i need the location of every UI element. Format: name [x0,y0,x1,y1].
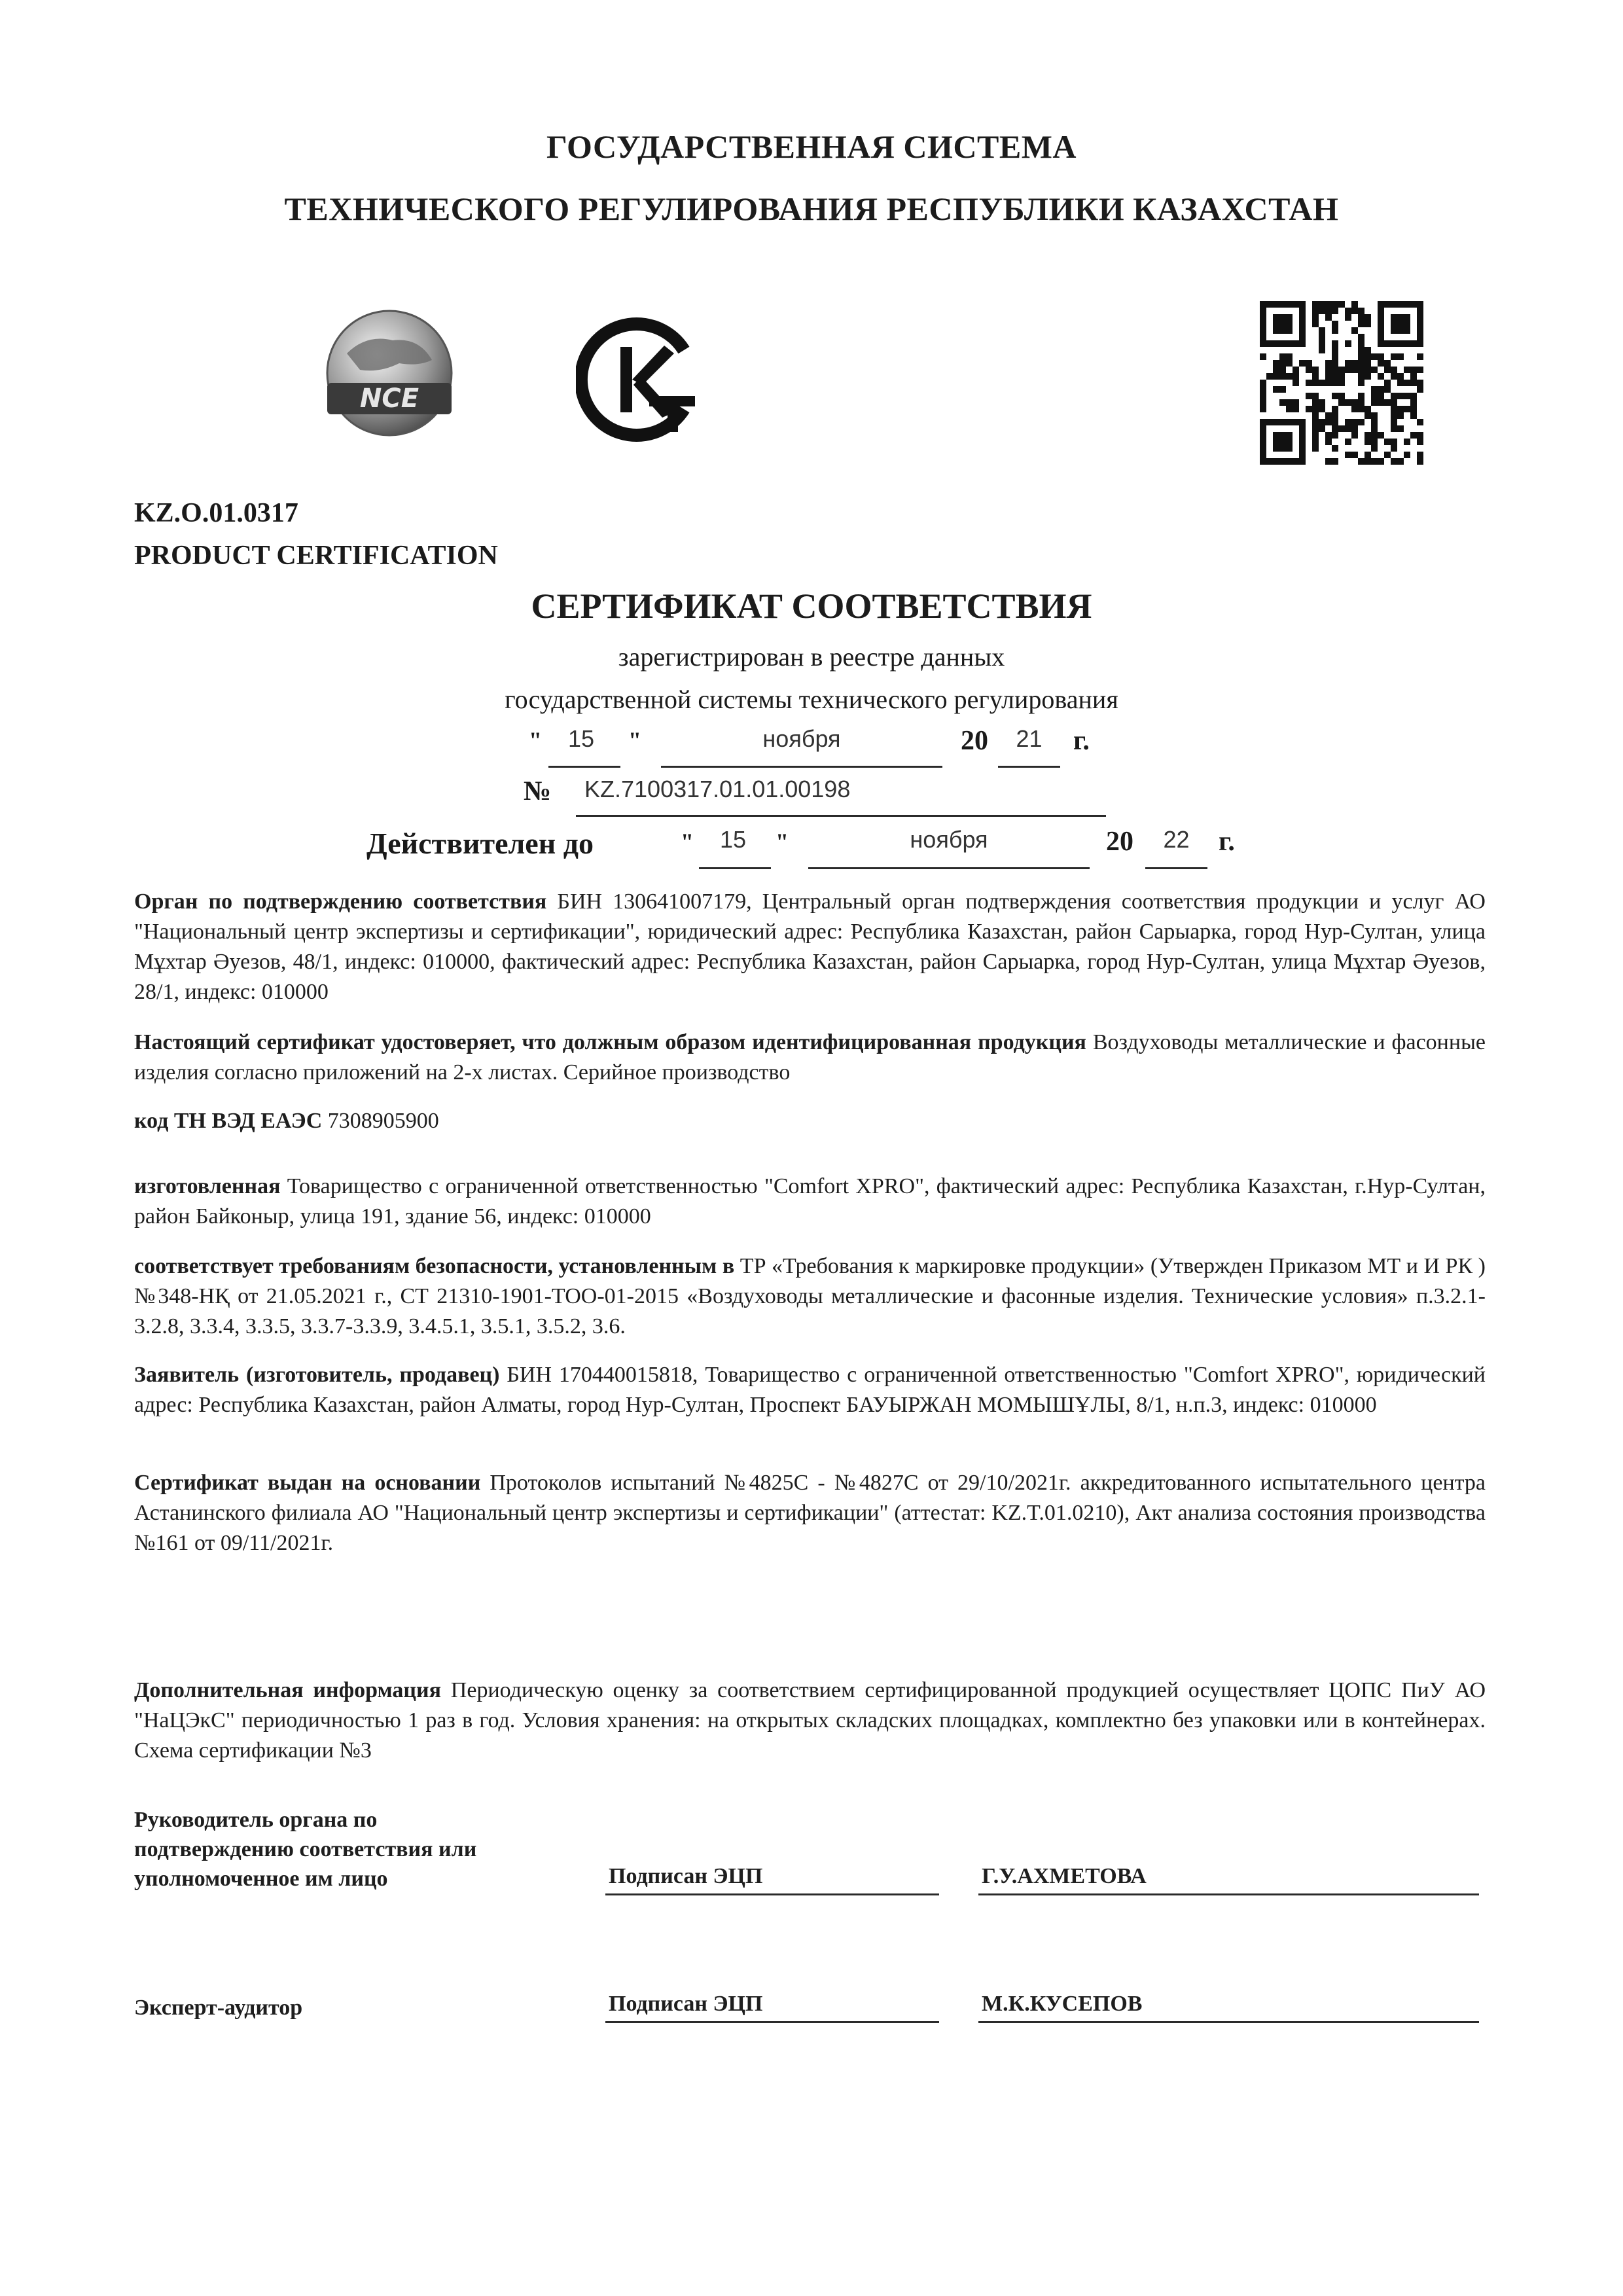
number-sign: № [524,776,552,806]
applicant-paragraph [134,1360,1486,1420]
qr-code [1260,301,1423,465]
complies-text: ТР «Требования к маркировке продукции» (Утвержден Приказом МТ и И РК ) №348-НҚ от 21.05.2021 г., СТ 21310-1901-ТОО-01-2015 «Воздуховоды металлические и фасонные изделия. Технические условия» п.3.2.1-3.2.8, 3.3.4, 3.3.5, 3.3.7-3.3.9, 3.4.5.1, 3.5.1, 3.5.2, 3.6. [134,1254,1486,1338]
basis-label: Сертификат выдан на основании [134,1471,481,1495]
reg-date-month: ноября [762,725,841,752]
head-label-line-3: уполномоченное им лицо [134,1867,388,1891]
header-line-1: ГОСУДАРСТВЕННАЯ СИСТЕМА [546,128,1077,165]
valid-date-month-underline [808,867,1090,869]
registry-code: KZ.O.01.0317 [134,498,298,528]
basis-text: Протоколов испытаний №4825С - №4827С от 29/10/2021г. аккредитованного испытательного центра Астанинского филиала АО "Национальный центр экспертизы и сертификации" (аттестат: KZ.T.01.0210), Акт анализа состояния производства №161 от 09/11/2021г. [134,1471,1486,1555]
valid-date-year-underline [1145,867,1207,869]
manufactured-text: Товарищество с ограниченной ответственностью "Comfort XPRO", фактический адрес: Республика Казахстан, г.Нур-Султан, район Байконыр, улица 191, здание 56, индекс: 010000 [134,1174,1486,1229]
valid-date-month: ноября [910,826,988,853]
reg-date-year-prefix: 20 [961,726,988,756]
reg-date-quote-close: " [628,727,641,753]
valid-date-quote-open: " [681,829,694,855]
globe-logo [321,308,458,445]
head-label-line-1: Руководитель органа по [134,1808,378,1832]
additional-label: Дополнительная информация [134,1678,442,1702]
certifies-label: Настоящий сертификат удостоверяет, что должным образом идентифицированная продукция [134,1030,1086,1054]
head-name: Г.У.АХМЕТОВА [982,1864,1147,1888]
expert-sign-status: Подписан ЭЦП [609,1992,763,2016]
head-sign-underline [605,1893,939,1895]
head-label-line-2: подтверждению соответствия или [134,1837,477,1861]
organ-text: БИН 130641007179, Центральный орган подтверждения соответствия продукции и услуг АО "Национальный центр экспертизы и сертификации", юридический адрес: Республика Казахстан, район Сарыарка, город Нур-Султан, улица Мұхтар Әуезов, 48/1, индекс: 010000, фактический адрес: Республика Казахстан, район Сарыарка, город Нур-Султан, улица Мұхтар Әуезов, 28/1, индекс: 010000 [134,889,1486,1004]
reg-date-year-suffix: 21 [1016,725,1043,752]
certificate-title: СЕРТИФИКАТ СООТВЕТСТВИЯ [531,586,1092,626]
certifies-text: Воздуховоды металлические и фасонные изделия согласно приложений на 2-х листах. Серийное производство [134,1030,1486,1085]
basis-paragraph [134,1468,1486,1558]
expert-label: Эксперт-аудитор [134,1996,303,2020]
valid-until-label: Действителен до [366,827,594,860]
valid-date-quote-close: " [776,829,789,855]
valid-date-day: 15 [719,826,747,853]
applicant-label: Заявитель (изготовитель, продавец) [134,1363,500,1387]
head-sign-status: Подписан ЭЦП [609,1864,763,1888]
product-certification-label: PRODUCT CERTIFICATION [134,541,498,571]
expert-name-underline [978,2021,1479,2023]
complies-label: соответствует требованиям безопасности, установленным в [134,1254,735,1278]
valid-date-g: г. [1219,827,1235,857]
reg-date-day-underline [548,766,620,768]
expert-name: М.К.КУСЕПОВ [982,1992,1143,2016]
manufactured-label: изготовленная [134,1174,281,1198]
additional-paragraph [134,1676,1486,1766]
valid-date-day-underline [699,867,771,869]
valid-date-year-suffix: 22 [1163,826,1190,853]
certificate-number: KZ.7100317.01.01.00198 [584,776,851,802]
applicant-text: БИН 170440015818, Товарищество с ограниченной ответственностью "Comfort XPRO", юридический адрес: Республика Казахстан, район Алматы, город Нур-Султан, Проспект БАУЫРЖАН МОМЫШҰЛЫ, 8/1, н.п.3, индекс: 010000 [134,1363,1486,1417]
reg-date-year-underline [998,766,1060,768]
additional-text: Периодическую оценку за соответствием сертифицированной продукцией осуществляет ЦОПС ПиУ АО "НаЦЭкС" периодичностью 1 раз в год. Условия хранения: на открытых складских площадках, комплектно без упаковки или в контейнерах. Схема сертификации №3 [134,1678,1486,1763]
reg-date-day: 15 [567,725,595,752]
reg-date-g: г. [1073,726,1090,756]
certificate-number-underline [576,815,1106,817]
head-name-underline [978,1893,1479,1895]
registered-line-2: государственной системы технического регулирования [505,685,1118,714]
globe-logo-text: NCE [359,384,419,414]
tnved-text: 7308905900 [322,1109,439,1133]
tnved-label: код ТН ВЭД ЕАЭС [134,1109,323,1133]
registered-line-1: зарегистрирован в реестре данных [618,642,1005,672]
certifies-paragraph [134,1028,1486,1088]
reg-date-month-underline [661,766,942,768]
kt-logo [576,314,707,445]
organ-paragraph [134,887,1486,1007]
header-line-2: ТЕХНИЧЕСКОГО РЕГУЛИРОВАНИЯ РЕСПУБЛИКИ КАЗАХСТАН [284,190,1339,227]
valid-date-year-prefix: 20 [1106,827,1133,857]
tnved-paragraph [134,1106,1486,1136]
reg-date-quote-open: " [529,727,542,753]
expert-sign-underline [605,2021,939,2023]
complies-paragraph [134,1251,1486,1342]
organ-label: Орган по подтверждению соответствия [134,889,547,914]
manufactured-paragraph [134,1172,1486,1232]
